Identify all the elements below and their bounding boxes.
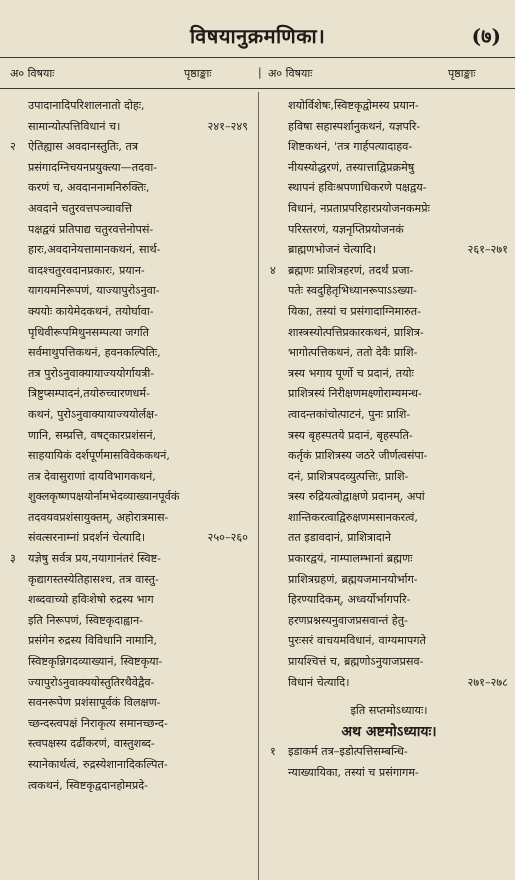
page-range: २४१–२४९ xyxy=(207,119,248,133)
toc-entry-1: १ इडाकर्म तत्र–इडोत्पत्तिसम्बन्धि- xyxy=(270,742,508,763)
left-column: उपादानादिपरिशालनातो दोहः, सामान्योत्पत्तिविधानं च। २४१–२४९ २ ऐतिह्यास अवदानस्तुतिः, तत्र प्रसंगादग्निचयनप्रयुक्त्या—तदवा- करणं च, अवदाननामनिरुक्तिः, अवदाने चतुरवत्तपञ्चावत्ति पक्षद्वयं प्रतिपाद्य चतुरवत्तेनोपसं- हारः,अवदानेयत्तामानकथनं, सार्थ- वादश्चतुरवदानप्रकारः, प्रयान- यागयमनिरूपणं, याज्यापुरोऽनुवा- क्ययोः कायेमेदकथनं, तयोर्घावा- पृथिवीरूपमिथुनसम्पत्या जगति सर्वमाथुपत्तिकथनं, हवनकल्पितिः, तत्र पुरोऽनुवाक्यायाज्ययोर्गायत्री- त्रिष्टुप्सम्पादनं,तयोरुच्चारणधर्म- कथनं, पुरोऽनुवाक्यायाज्ययोर्लक्ष- णानि, सम्प्रत्ति, वषट्कारप्रशंसनं, साहयायिकं दर्शपूर्णमासविवेककथनं, तत्र देवासुराणां दायविभागकथनं, शुक्लकृष्णपक्षयोर्नामभेदव्याख्यानपूर्वकं तदवयवप्रशंसायुक्तम्, अहोरात्रमास- संवत्सरनाम्नां प्रदर्शनं चेत्यादि। २५०–२६० ३ यज्ञेषु सर्वत्र प्रय,नयागानंतरं स्विष्ट- कृद्यागस्तस्येतिहासश्च, तत्र वास्तु- शब्दवाच्यो हविःशेषो रुद्रस्य भाग इति निरूपणं, स्विष्टकृदाह्वान- प्रसंगेन रुद्रस्य विविधानि नामानि, स्विष्टकृन्निगदव्याख्यानं, स्विष्टकृया- ज्यापुरोऽनुवाक्ययोस्तुतिरथैवेद्वैव- सवनरूपेण प्रशंसापूर्वकं विलक्षण- च्छन्दस्त्वपक्षं निराकृत्य समानच्छन्द- स्त्वपक्षस्य दर्ढीकरणं, वास्तुशब्द- स्यानेकार्थत्वं, रुद्रस्येशानादिकल्पित- त्वकथनं, स्विष्टकृद्वदानहोमप्रदे- xyxy=(10,96,248,796)
header-divider: | xyxy=(258,66,262,79)
toc-entry-3-continued: शयोर्विशेषः,स्विष्टकृद्वोमस्य प्रयान- xyxy=(288,99,419,112)
left-col-subject-label: विषयाः xyxy=(27,67,55,80)
toc-entry-4: ४ ब्रह्मणः प्राशित्रहरणं, तदर्थं प्रजा- xyxy=(270,261,508,282)
chapter-end-note: इति सप्तमोऽध्यायः। xyxy=(350,704,428,718)
header-rule-bottom xyxy=(0,88,515,89)
column-separator xyxy=(258,92,259,880)
toc-entry-2: २ ऐतिह्यास अवदानस्तुतिः, तत्र xyxy=(10,137,248,158)
page-header xyxy=(0,22,515,52)
toc-line: उपादानादिपरिशालनातो दोहः, xyxy=(28,99,145,112)
right-column-header xyxy=(268,66,312,81)
right-col-page-label: पृष्ठाङ्काः xyxy=(448,67,476,80)
left-col-no-label: अ० xyxy=(10,67,25,80)
chapter-heading: अथ अष्टमोऽध्यायः। xyxy=(341,723,437,740)
entry-number: ३ xyxy=(10,552,16,566)
entry-number: २ xyxy=(10,140,16,154)
toc-line: सामान्योत्पत्तिविधानं च। २४१–२४९ xyxy=(10,117,248,138)
page-number: (७) xyxy=(471,24,501,48)
toc-entry-3: ३ यज्ञेषु सर्वत्र प्रय,नयागानंतरं स्विष्ट- xyxy=(10,549,248,570)
left-col-page-label: पृष्ठाङ्काः xyxy=(184,67,212,80)
page-range: २५०–२६० xyxy=(207,531,248,545)
page-title: विषयानुक्रमणिका। xyxy=(190,24,326,48)
page-range: २७१–२७८ xyxy=(467,675,508,689)
entry-number: १ xyxy=(270,745,276,759)
header-rule-top xyxy=(0,57,515,58)
entry-number: ४ xyxy=(270,263,276,277)
right-col-no-label: अ० xyxy=(268,67,283,80)
page-range: २६१–२७१ xyxy=(467,243,508,257)
left-column-header xyxy=(10,66,54,81)
right-column: शयोर्विशेषः,स्विष्टकृद्वोमस्य प्रयान- हविषा सहास्पर्शानुकथनं, यज्ञपरि- शिष्टकथनं, 'तत्र गार्हपत्यादाहव- नीयस्योद्धरणं, तस्यात्ताद्विप्रक्रमेषु स्थापनं हविःश्रपणाधिकरणे पक्षद्वय- विधानं, नप्रताप्रपरिहारप्रयोजनकमप्रेः परिस्तरणं, यज्ञनृप्तिप्रयोजनकं ब्राह्मणभोजनं चेत्यादि। २६१–२७१ ४ ब्रह्मणः प्राशित्रहरणं, तदर्थं प्रजा- पतेः स्वदुहितृभिध्यानरूपाऽऽख्या- यिका, तस्यां च प्रसंगादाग्निमारुत- शास्त्रस्योत्पत्तिप्रकारकथनं, प्राशित्र- भागोत्पत्तिकथनं, ततो देवैः प्राशि- त्रस्य भगाय पूर्णो च प्रदानं, तयोः प्राशित्रस्यं निरीक्षणमक्ष्णोराम्यमन्ध- त्वादन्तकांचोत्पाटनं, पुनः प्राशि- त्रस्य बृहस्पतये प्रदानं, बृहस्पति- कर्तृकं प्राशित्रस्य जठरे जीर्णत्वसंपा- दनं, प्राशित्रपदव्युत्पत्तिः, प्राशि- त्रस्य रुद्रियत्वोद्वाक्षणे प्रदानम्, अपां शान्तिकरत्वाद्विरुक्षणमसानकरत्वं, तत इडावदानं, प्राशित्रादाने प्रकारद्वयं, नाम्पालम्भानां ब्रह्मणः प्राशित्रग्रहणं, ब्रह्मयजमानयोर्भाग- हिरण्यादिकम्, अध्वर्योर्भागपरि- हरणप्रश्नस्यनुवाजप्रसवान्तं हेतु- पुरःसरं वाचयमविधानं, वाग्यमापगते प्रायश्चित्तं च, ब्रह्मणोऽनुयाजप्रसव- विधानं चेत्यादि। २७१–२७८ इति सप्तमोऽध्यायः। अथ अष्टमोऽध्यायः। १ इडाकर्म तत्र–इडोत्पत्तिसम्बन्धि- न्याख्यायिका, तस्यां च प्रसंगागम- xyxy=(270,96,508,784)
right-col-subject-label: विषयाः xyxy=(285,67,313,80)
